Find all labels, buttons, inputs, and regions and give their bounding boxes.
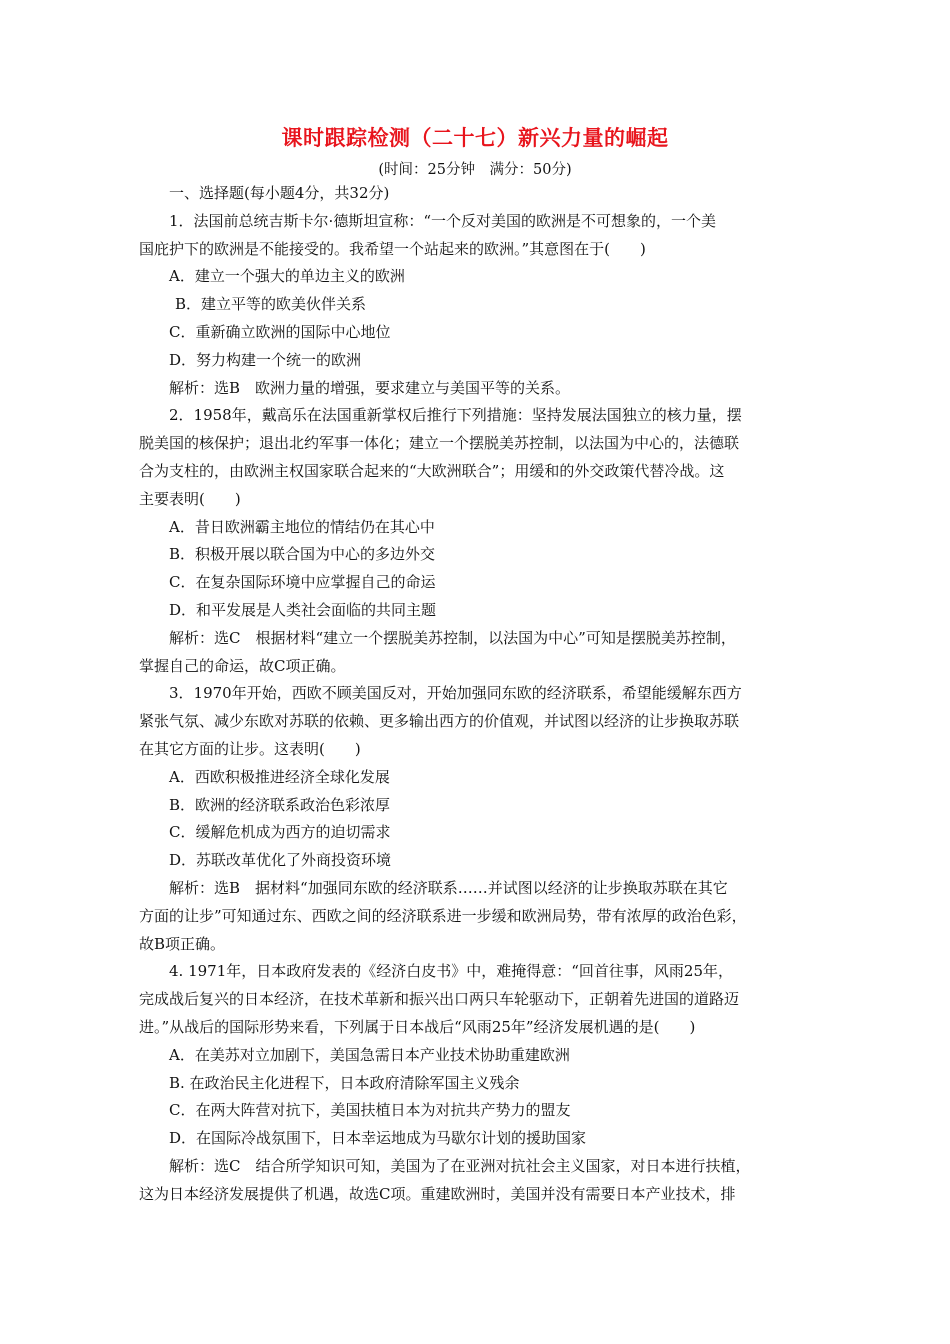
option-b: B．欧洲的经济联系政治色彩浓厚: [169, 795, 391, 814]
question-stem: 完成战后复兴的日本经济，在技术革新和振兴出口两只车轮驱动下，正朝着先进国的道路迈: [139, 990, 740, 1009]
analysis: 方面的让步”可知通过东、西欧之间的经济联系进一步缓和欧洲局势，带有浓厚的政治色彩，: [139, 906, 747, 925]
option-a: A．西欧积极推进经济全球化发展: [169, 767, 390, 786]
option-d: D．苏联改革优化了外商投资环境: [169, 851, 392, 870]
question-stem: 脱美国的核保护；退出北约军事一体化；建立一个摆脱美苏控制，以法国为中心的，法德联: [139, 434, 740, 453]
question-stem: 紧张气氛、减少东欧对苏联的依赖、更多输出西方的价值观，并试图以经济的让步换取苏联: [139, 712, 740, 731]
option-a: A．昔日欧洲霸主地位的情结仍在其心中: [169, 517, 435, 536]
question-1: [139, 208, 814, 403]
question-stem: 2．1958年，戴高乐在法国重新掌权后推行下列措施：坚持发展法国独立的核力量，摆: [169, 406, 742, 425]
option-c: C．缓解危机成为西方的迫切需求: [169, 823, 391, 842]
option-b: B. 在政治民主化进程下，日本政府清除军国主义残余: [169, 1073, 520, 1092]
section-heading: 一、选择题(每小题4分，共32分): [169, 184, 390, 202]
page-subtitle: (时间：25分钟 满分：50分): [378, 162, 572, 178]
analysis: 解析：选C 根据材料“建立一个摆脱美苏控制，以法国为中心”可知是摆脱美苏控制，: [169, 628, 736, 647]
analysis: 解析：选B 欧洲力量的增强，要求建立与美国平等的关系。: [169, 378, 571, 397]
question-4: [139, 958, 814, 1208]
analysis: 这为日本经济发展提供了机遇，故选C项。重建欧洲时，美国并没有需要日本产业技术，排: [139, 1184, 736, 1203]
question-2: [139, 402, 814, 680]
question-stem: 4. 1971年，日本政府发表的《经济白皮书》中，难掩得意：“回首往事，风雨25年，: [169, 962, 734, 981]
analysis: 解析：选C 结合所学知识可知，美国为了在亚洲对抗社会主义国家，对日本进行扶植，: [169, 1156, 751, 1175]
document-body: [139, 180, 814, 1208]
option-a: A．建立一个强大的单边主义的欧洲: [169, 267, 405, 286]
page-title: 课时跟踪检测（二十七）新兴力量的崛起: [281, 125, 669, 150]
option-d: D．努力构建一个统一的欧洲: [169, 350, 362, 369]
question-stem: 在其它方面的让步。这表明( ): [139, 739, 361, 758]
question-stem: 1．法国前总统吉斯卡尔·德斯坦宣称：“一个反对美国的欧洲是不可想象的，一个美: [169, 211, 716, 230]
question-stem: 3．1970年开始，西欧不顾美国反对，开始加强同东欧的经济联系，希望能缓解东西方: [169, 684, 742, 703]
question-stem: 国庇护下的欧洲是不能接受的。我希望一个站起来的欧洲。”其意图在于( ): [139, 239, 646, 258]
option-a: A．在美苏对立加剧下，美国急需日本产业技术协助重建欧洲: [169, 1045, 570, 1064]
option-c: C．重新确立欧洲的国际中心地位: [169, 322, 391, 341]
analysis: 掌握自己的命运，故C项正确。: [139, 656, 346, 675]
question-stem: 进。”从战后的国际形势来看，下列属于日本战后“风雨25年”经济发展机遇的是( ): [139, 1017, 696, 1036]
question-stem: 主要表明( ): [139, 489, 241, 508]
option-c: C．在复杂国际环境中应掌握自己的命运: [169, 573, 436, 592]
option-b: B．积极开展以联合国为中心的多边外交: [169, 545, 436, 564]
question-3: [139, 680, 814, 958]
analysis: 解析：选B 据材料“加强同东欧的经济联系……并试图以经济的让步换取苏联在其它: [169, 878, 728, 897]
question-stem: 合为支柱的，由欧洲主权国家联合起来的“大欧洲联合”；用缓和的外交政策代替冷战。这: [139, 461, 725, 480]
option-c: C．在两大阵营对抗下，美国扶植日本为对抗共产势力的盟友: [169, 1101, 571, 1120]
analysis: 故B项正确。: [139, 934, 226, 953]
option-d: D．和平发展是人类社会面临的共同主题: [169, 600, 437, 619]
option-d: D．在国际冷战氛围下，日本幸运地成为马歇尔计划的援助国家: [169, 1129, 587, 1148]
option-b: B．建立平等的欧美伙伴关系: [175, 295, 367, 314]
